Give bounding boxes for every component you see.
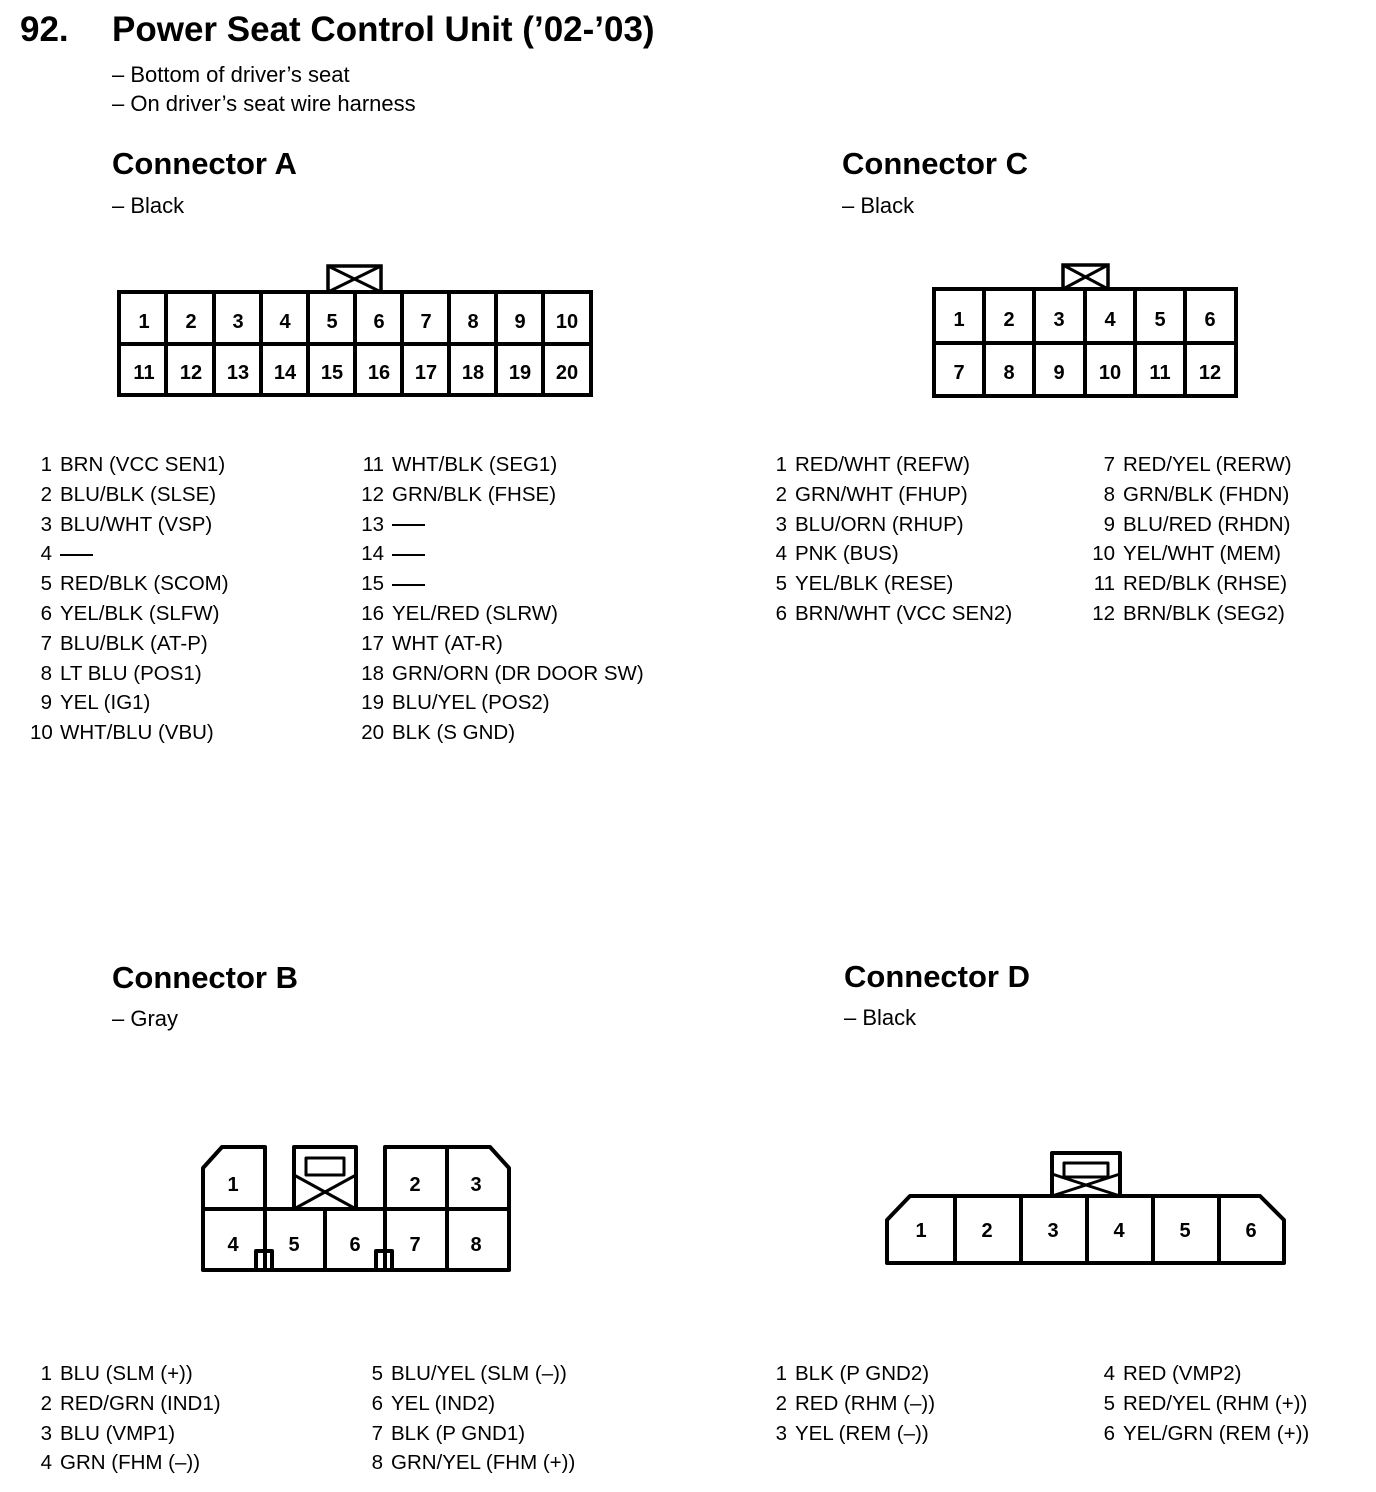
pin-number: 8	[1103, 482, 1115, 506]
pin-number: 1	[40, 453, 52, 476]
pin-number: 7	[40, 631, 52, 655]
pin-description: BLU/BLK (SLSE)	[60, 482, 217, 506]
pin-description: WHT/BLK (SEG1)	[392, 453, 558, 476]
pin-number: 20	[361, 721, 384, 745]
pin-number: 2	[40, 482, 52, 506]
pin-row	[1090, 510, 1292, 540]
pin-number: 6	[371, 1391, 383, 1415]
pin-number: 1	[775, 1362, 787, 1385]
pin-description: GRN/BLK (FHDN)	[1123, 482, 1290, 506]
pin-number: 11	[1093, 572, 1115, 596]
pin-row	[772, 569, 1012, 599]
pin-number: 3	[40, 512, 52, 536]
pin-row	[368, 1448, 575, 1478]
connector-c-cell: 5	[1154, 309, 1166, 331]
connector-d-diagram	[887, 1153, 1284, 1263]
pin-number: 2	[40, 1391, 52, 1415]
connector-a-cell: 2	[185, 311, 197, 333]
pin-number: 17	[361, 631, 384, 655]
pin-description: LT BLU (POS1)	[60, 661, 202, 685]
connector-c-cell: 12	[1198, 362, 1222, 384]
pin-row	[1090, 599, 1292, 629]
pin-row	[359, 510, 644, 540]
pin-description: RED/BLK (RHSE)	[1123, 572, 1288, 596]
pin-row	[772, 1359, 935, 1389]
pin-number: 2	[775, 482, 787, 506]
connector-c-pins-col2	[1090, 450, 1292, 629]
pin-row	[30, 599, 229, 629]
page-title: Power Seat Control Unit (’02-’03)	[112, 10, 655, 49]
connector-a-cell: 6	[373, 311, 385, 333]
connector-c-cell: 1	[953, 309, 965, 331]
connector-c-cell: 11	[1149, 362, 1171, 384]
connector-a-cell: 11	[133, 362, 155, 384]
connector-c-cell: 3	[1053, 309, 1065, 331]
pin-description: BLU/YEL (SLM (–))	[391, 1362, 567, 1385]
pin-row	[772, 1419, 935, 1449]
pin-description: RED/BLK (SCOM)	[60, 572, 229, 596]
connector-c-title: Connector C	[842, 146, 1028, 181]
pin-row	[30, 450, 229, 480]
pin-row	[30, 1389, 221, 1419]
pin-row	[359, 688, 644, 718]
connector-d-cell: 4	[1113, 1220, 1125, 1242]
connector-a-cell: 5	[326, 311, 338, 333]
pin-description: PNK (BUS)	[795, 542, 899, 566]
pin-number: 5	[40, 572, 52, 596]
pin-number: 3	[775, 1421, 787, 1445]
connector-d-pins-col1	[772, 1359, 935, 1448]
connector-a-cell: 1	[138, 311, 150, 333]
pin-description: BLU/YEL (POS2)	[392, 691, 550, 715]
pin-row	[772, 510, 1012, 540]
connector-b-cell: 3	[470, 1174, 482, 1196]
pin-description: YEL (REM (–))	[795, 1421, 929, 1445]
pin-number: 5	[1103, 1391, 1115, 1415]
pin-description: WHT/BLU (VBU)	[60, 721, 214, 745]
pin-description: YEL (IND2)	[391, 1391, 496, 1415]
pin-row	[1090, 539, 1292, 569]
pin-description: GRN (FHM (–))	[60, 1451, 201, 1475]
connector-c-cell: 7	[953, 362, 965, 384]
connector-a-cell: 16	[367, 362, 391, 384]
connector-c-cell: 10	[1098, 362, 1122, 384]
pin-number: 4	[40, 542, 52, 566]
connector-c-cell: 2	[1003, 309, 1015, 331]
pin-description: BLU (VMP1)	[60, 1421, 176, 1445]
pin-row	[1090, 480, 1292, 510]
pin-description: YEL (IG1)	[60, 691, 151, 715]
connector-a-cell: 7	[420, 311, 432, 333]
pin-description: RED/YEL (RHM (+))	[1123, 1391, 1308, 1415]
connector-b-cell: 2	[409, 1174, 421, 1196]
pin-description: WHT (AT-R)	[392, 631, 503, 655]
pin-row	[359, 599, 644, 629]
connector-a-cell: 4	[279, 311, 291, 333]
pin-description: BLK (P GND2)	[795, 1362, 930, 1385]
connector-d-cell: 6	[1245, 1220, 1257, 1242]
connector-a-cell: 17	[414, 362, 438, 384]
pin-row	[30, 569, 229, 599]
pin-number: 4	[40, 1451, 52, 1475]
location-line-2: – On driver’s seat wire harness	[112, 91, 416, 116]
connector-b-cell: 4	[227, 1234, 239, 1256]
unused-pin-dash	[392, 554, 425, 556]
pin-number: 7	[371, 1421, 383, 1445]
connector-c-diagram	[934, 265, 1236, 396]
pin-row	[1090, 569, 1292, 599]
connector-a-cell: 10	[555, 311, 579, 333]
pin-number: 3	[40, 1421, 52, 1445]
connector-a-color: – Black	[112, 193, 185, 218]
pin-row	[1100, 1419, 1309, 1449]
pin-row	[772, 450, 1012, 480]
pin-number: 6	[775, 601, 787, 625]
connector-c-color: – Black	[842, 193, 915, 218]
connector-a-cell: 3	[232, 311, 244, 333]
pin-row	[30, 1359, 221, 1389]
pin-description: BRN/BLK (SEG2)	[1123, 601, 1285, 625]
connector-a-cell: 9	[514, 311, 526, 333]
pin-description: BLU/WHT (VSP)	[60, 512, 213, 536]
connector-c-cell: 9	[1053, 362, 1065, 384]
pin-row	[30, 510, 229, 540]
connector-b-cell: 5	[288, 1234, 300, 1256]
connector-b-pins-col1	[30, 1359, 221, 1478]
connector-b-cell: 6	[349, 1234, 361, 1256]
pin-description: BLU/RED (RHDN)	[1123, 512, 1291, 536]
pin-row	[359, 480, 644, 510]
connector-d-cell: 3	[1047, 1220, 1059, 1242]
pin-number: 15	[361, 572, 384, 596]
pin-row	[368, 1359, 575, 1389]
pin-row	[30, 539, 229, 569]
pin-row	[368, 1419, 575, 1449]
pin-row	[772, 1389, 935, 1419]
connector-b-cell: 8	[470, 1234, 482, 1256]
pin-row	[368, 1389, 575, 1419]
pin-description: RED/YEL (RERW)	[1123, 453, 1292, 476]
pin-description: RED/GRN (IND1)	[60, 1391, 221, 1415]
pin-description: BRN/WHT (VCC SEN2)	[795, 601, 1013, 625]
pin-description: RED (RHM (–))	[795, 1391, 936, 1415]
pin-description: RED (VMP2)	[1123, 1362, 1242, 1385]
pin-description: GRN/BLK (FHSE)	[392, 482, 557, 506]
pin-number: 13	[361, 512, 384, 536]
unused-pin-dash	[392, 524, 425, 526]
pin-row	[359, 718, 644, 748]
location-line-1: – Bottom of driver’s seat	[112, 62, 350, 87]
connector-d-cell: 1	[915, 1220, 927, 1242]
pin-description: BLU (SLM (+))	[60, 1362, 193, 1385]
pin-description: YEL/RED (SLRW)	[392, 601, 558, 625]
pin-row	[359, 629, 644, 659]
pin-number: 1	[40, 1362, 52, 1385]
pin-description: GRN/WHT (FHUP)	[795, 482, 968, 506]
pin-row	[772, 539, 1012, 569]
pin-description: RED/WHT (REFW)	[795, 453, 970, 476]
connector-d-cell: 2	[981, 1220, 993, 1242]
connector-b-cell: 1	[227, 1174, 239, 1196]
connector-a-cell: 8	[467, 311, 479, 333]
connector-a-pins-col2	[359, 450, 644, 748]
pin-row	[30, 480, 229, 510]
pin-description: YEL/WHT (MEM)	[1123, 542, 1281, 566]
pin-number: 8	[40, 661, 52, 685]
connector-c-cell: 4	[1104, 309, 1116, 331]
pin-number: 5	[371, 1362, 383, 1385]
pin-number: 7	[1103, 453, 1115, 476]
pin-description: GRN/ORN (DR DOOR SW)	[392, 661, 644, 685]
pin-number: 19	[361, 691, 384, 715]
connector-c-cell: 6	[1204, 309, 1216, 331]
connector-a-cell: 13	[226, 362, 250, 384]
pin-description: BLK (P GND1)	[391, 1421, 526, 1445]
pin-description: BLU/ORN (RHUP)	[795, 512, 964, 536]
pin-row	[1100, 1359, 1309, 1389]
pin-number: 2	[775, 1391, 787, 1415]
connector-d-cell: 5	[1179, 1220, 1191, 1242]
unused-pin-dash	[392, 584, 425, 586]
pin-number: 3	[775, 512, 787, 536]
unused-pin-dash	[60, 554, 93, 556]
pin-row	[30, 629, 229, 659]
pin-number: 12	[361, 482, 384, 506]
pin-description: BLU/BLK (AT-P)	[60, 631, 208, 655]
pin-number: 5	[775, 572, 787, 596]
pin-row	[359, 569, 644, 599]
connector-a-cell: 18	[461, 362, 485, 384]
pin-description: YEL/GRN (REM (+))	[1123, 1421, 1310, 1445]
connector-a-cell: 12	[179, 362, 203, 384]
pin-number: 9	[40, 691, 52, 715]
pin-number: 11	[362, 453, 384, 476]
connector-b-color: – Gray	[112, 1006, 179, 1031]
pin-row	[30, 659, 229, 689]
pin-number: 4	[1103, 1362, 1115, 1385]
connector-a-cell: 14	[273, 362, 297, 384]
connector-c-cell: 8	[1003, 362, 1015, 384]
pin-row	[1100, 1389, 1309, 1419]
pin-row	[772, 599, 1012, 629]
pin-row	[359, 450, 644, 480]
connector-b-pins-col2	[368, 1359, 575, 1478]
connector-a-title: Connector A	[112, 146, 297, 181]
pin-number: 14	[361, 542, 384, 566]
pin-row	[30, 1419, 221, 1449]
pin-number: 10	[30, 721, 53, 745]
pin-row	[30, 688, 229, 718]
pin-number: 18	[361, 661, 384, 685]
pin-row	[359, 659, 644, 689]
connector-d-pins-col2	[1100, 1359, 1309, 1448]
pin-row	[30, 1448, 221, 1478]
pin-row	[1090, 450, 1292, 480]
pin-number: 4	[775, 542, 787, 566]
section-number: 92.	[20, 10, 69, 49]
connector-d-title: Connector D	[844, 959, 1030, 994]
pin-number: 8	[371, 1451, 383, 1475]
connector-a-pins-col1	[30, 450, 229, 748]
connector-b-cell: 7	[409, 1234, 421, 1256]
pin-number: 16	[361, 601, 384, 625]
pin-description: BRN (VCC SEN1)	[60, 453, 226, 476]
pin-row	[359, 539, 644, 569]
connector-b-title: Connector B	[112, 960, 298, 995]
connector-a-cell: 20	[555, 362, 579, 384]
connector-d-color: – Black	[844, 1005, 917, 1030]
pin-number: 10	[1092, 542, 1115, 566]
pin-number: 9	[1103, 512, 1115, 536]
connector-a-cell: 19	[508, 362, 532, 384]
pin-number: 12	[1092, 601, 1115, 625]
pin-row	[30, 718, 229, 748]
pin-number: 1	[775, 453, 787, 476]
connector-c-pins-col1	[772, 450, 1012, 629]
pin-description: GRN/YEL (FHM (+))	[391, 1451, 576, 1475]
pin-description: BLK (S GND)	[392, 721, 516, 745]
pin-description: YEL/BLK (RESE)	[795, 572, 954, 596]
pin-number: 6	[1103, 1421, 1115, 1445]
pin-row	[772, 480, 1012, 510]
connector-a-cell: 15	[320, 362, 344, 384]
pin-description: YEL/BLK (SLFW)	[60, 601, 220, 625]
pin-number: 6	[40, 601, 52, 625]
